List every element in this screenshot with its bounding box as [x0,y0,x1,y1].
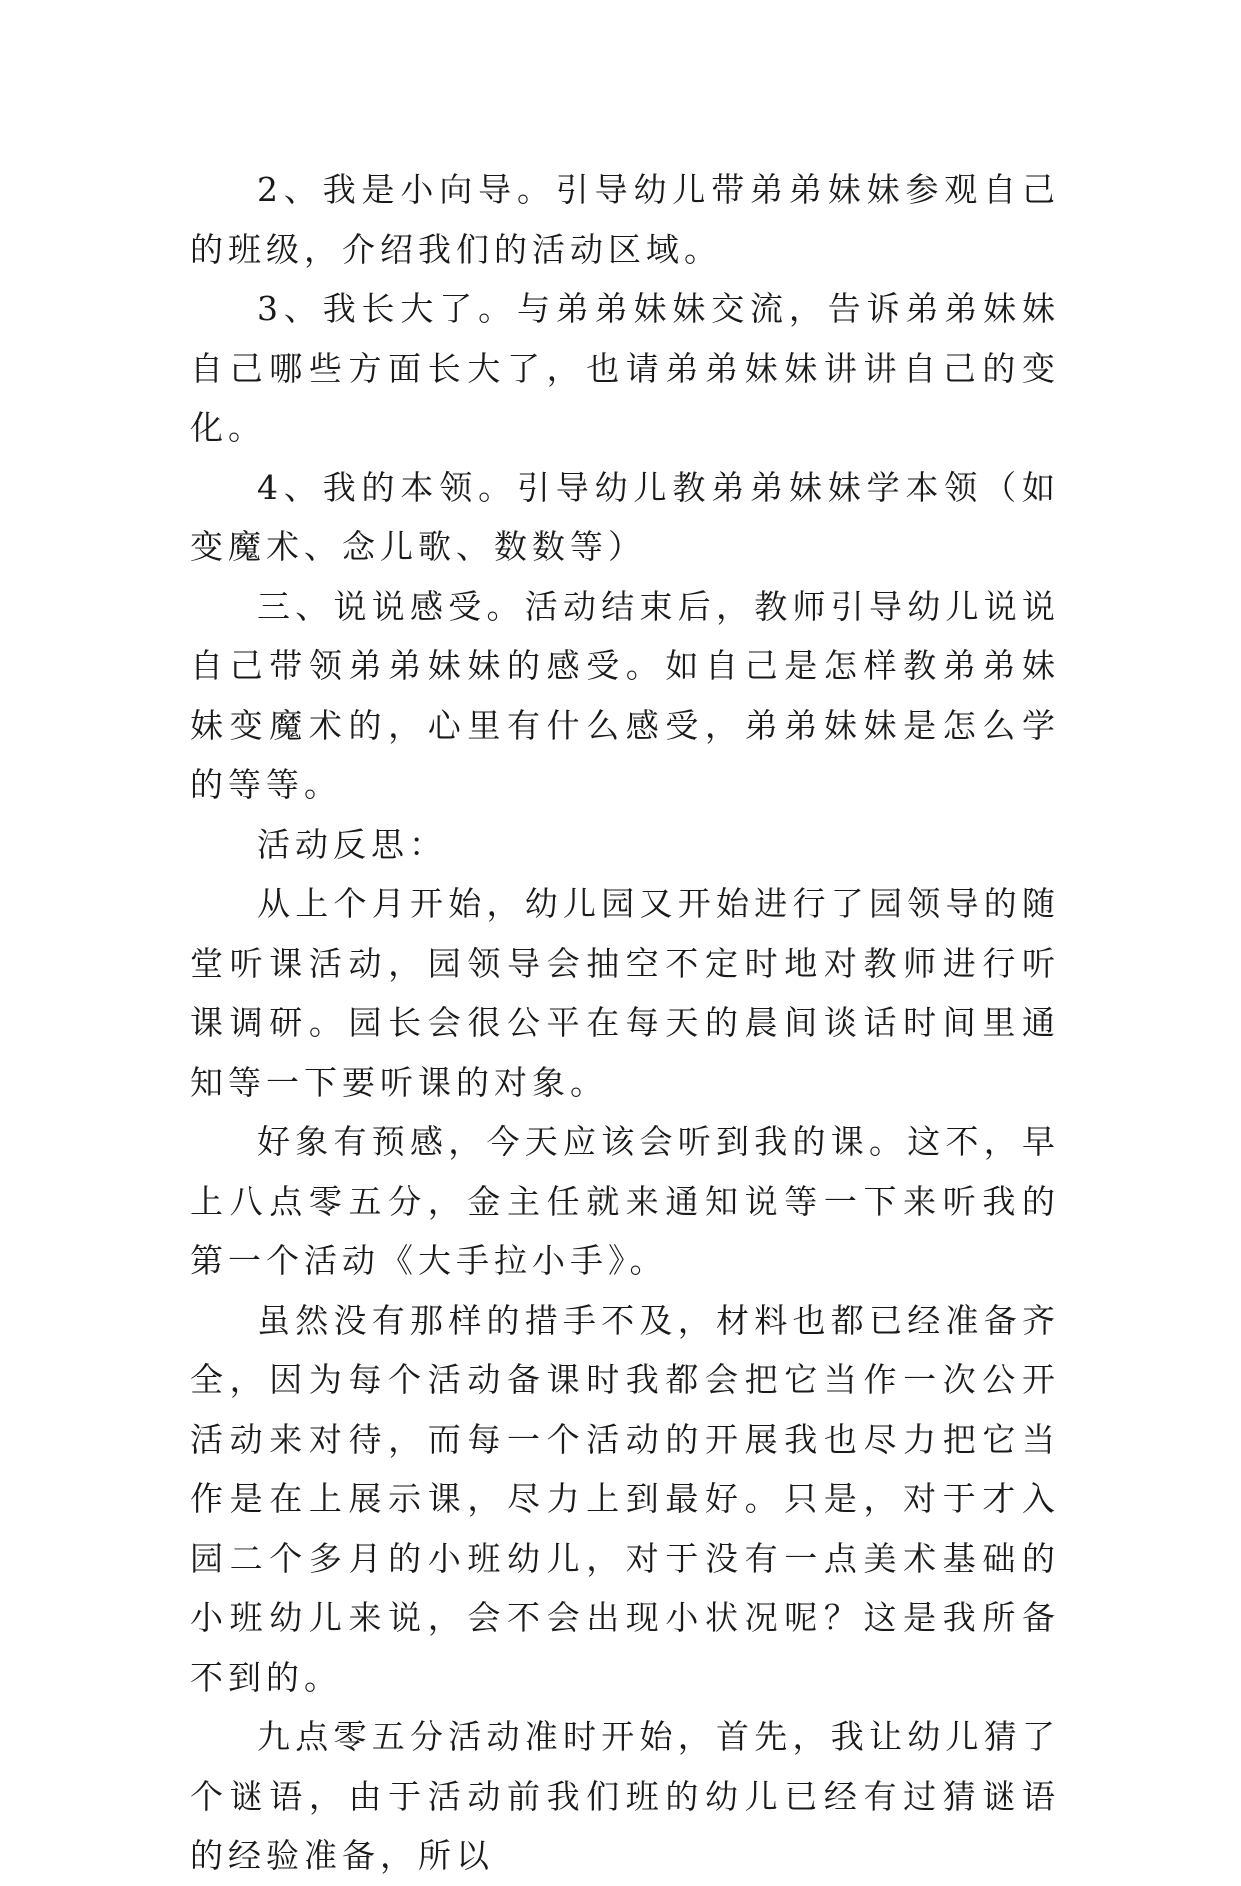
paragraph-reflection-2: 好象有预感，今天应该会听到我的课。这不，早上八点零五分，金主任就来通知说等一下来听我的第一个活动《大手拉小手》。 [190,1122,1060,1280]
paragraph-reflection-3: 虽然没有那样的措手不及，材料也都已经准备齐全，因为每个活动备课时我都会把它当作一次公开活动来对待，而每一个活动的开展我也尽力把它当作是在上展示课，尽力上到最好。只是，对于才入园二个多月的小班幼儿，对于没有一点美术基础的小班幼儿来说，会不会出现小状况呢？这是我所备不到的。 [190,1300,1060,1697]
paragraph-reflection-1: 从上个月开始，幼儿园又开始进行了园领导的随堂听课活动，园领导会抽空不定时地对教师进行听课调研。园长会很公平在每天的晨间谈话时间里通知等一下要听课的对象。 [190,884,1060,1102]
paragraph-item-3: 3、我长大了。与弟弟妹妹交流，告诉弟弟妹妹自己哪些方面长大了，也请弟弟妹妹讲讲自己的变化。 [190,289,1060,447]
document-body [190,160,1060,1886]
paragraph-section-3: 三、说说感受。活动结束后，教师引导幼儿说说自己带领弟弟妹妹的感受。如自己是怎样教弟弟妹妹变魔术的，心里有什么感受，弟弟妹妹是怎么学的等等。 [190,586,1060,804]
paragraph-reflection-4: 九点零五分活动准时开始，首先，我让幼儿猜了个谜语，由于活动前我们班的幼儿已经有过猜谜语的经验准备，所以 [190,1717,1060,1875]
paragraph-item-2: 2、我是小向导。引导幼儿带弟弟妹妹参观自己的班级，介绍我们的活动区域。 [190,170,1060,269]
paragraph-item-4: 4、我的本领。引导幼儿教弟弟妹妹学本领（如变魔术、念儿歌、数数等） [190,467,1060,566]
reflection-heading: 活动反思： [257,824,447,864]
